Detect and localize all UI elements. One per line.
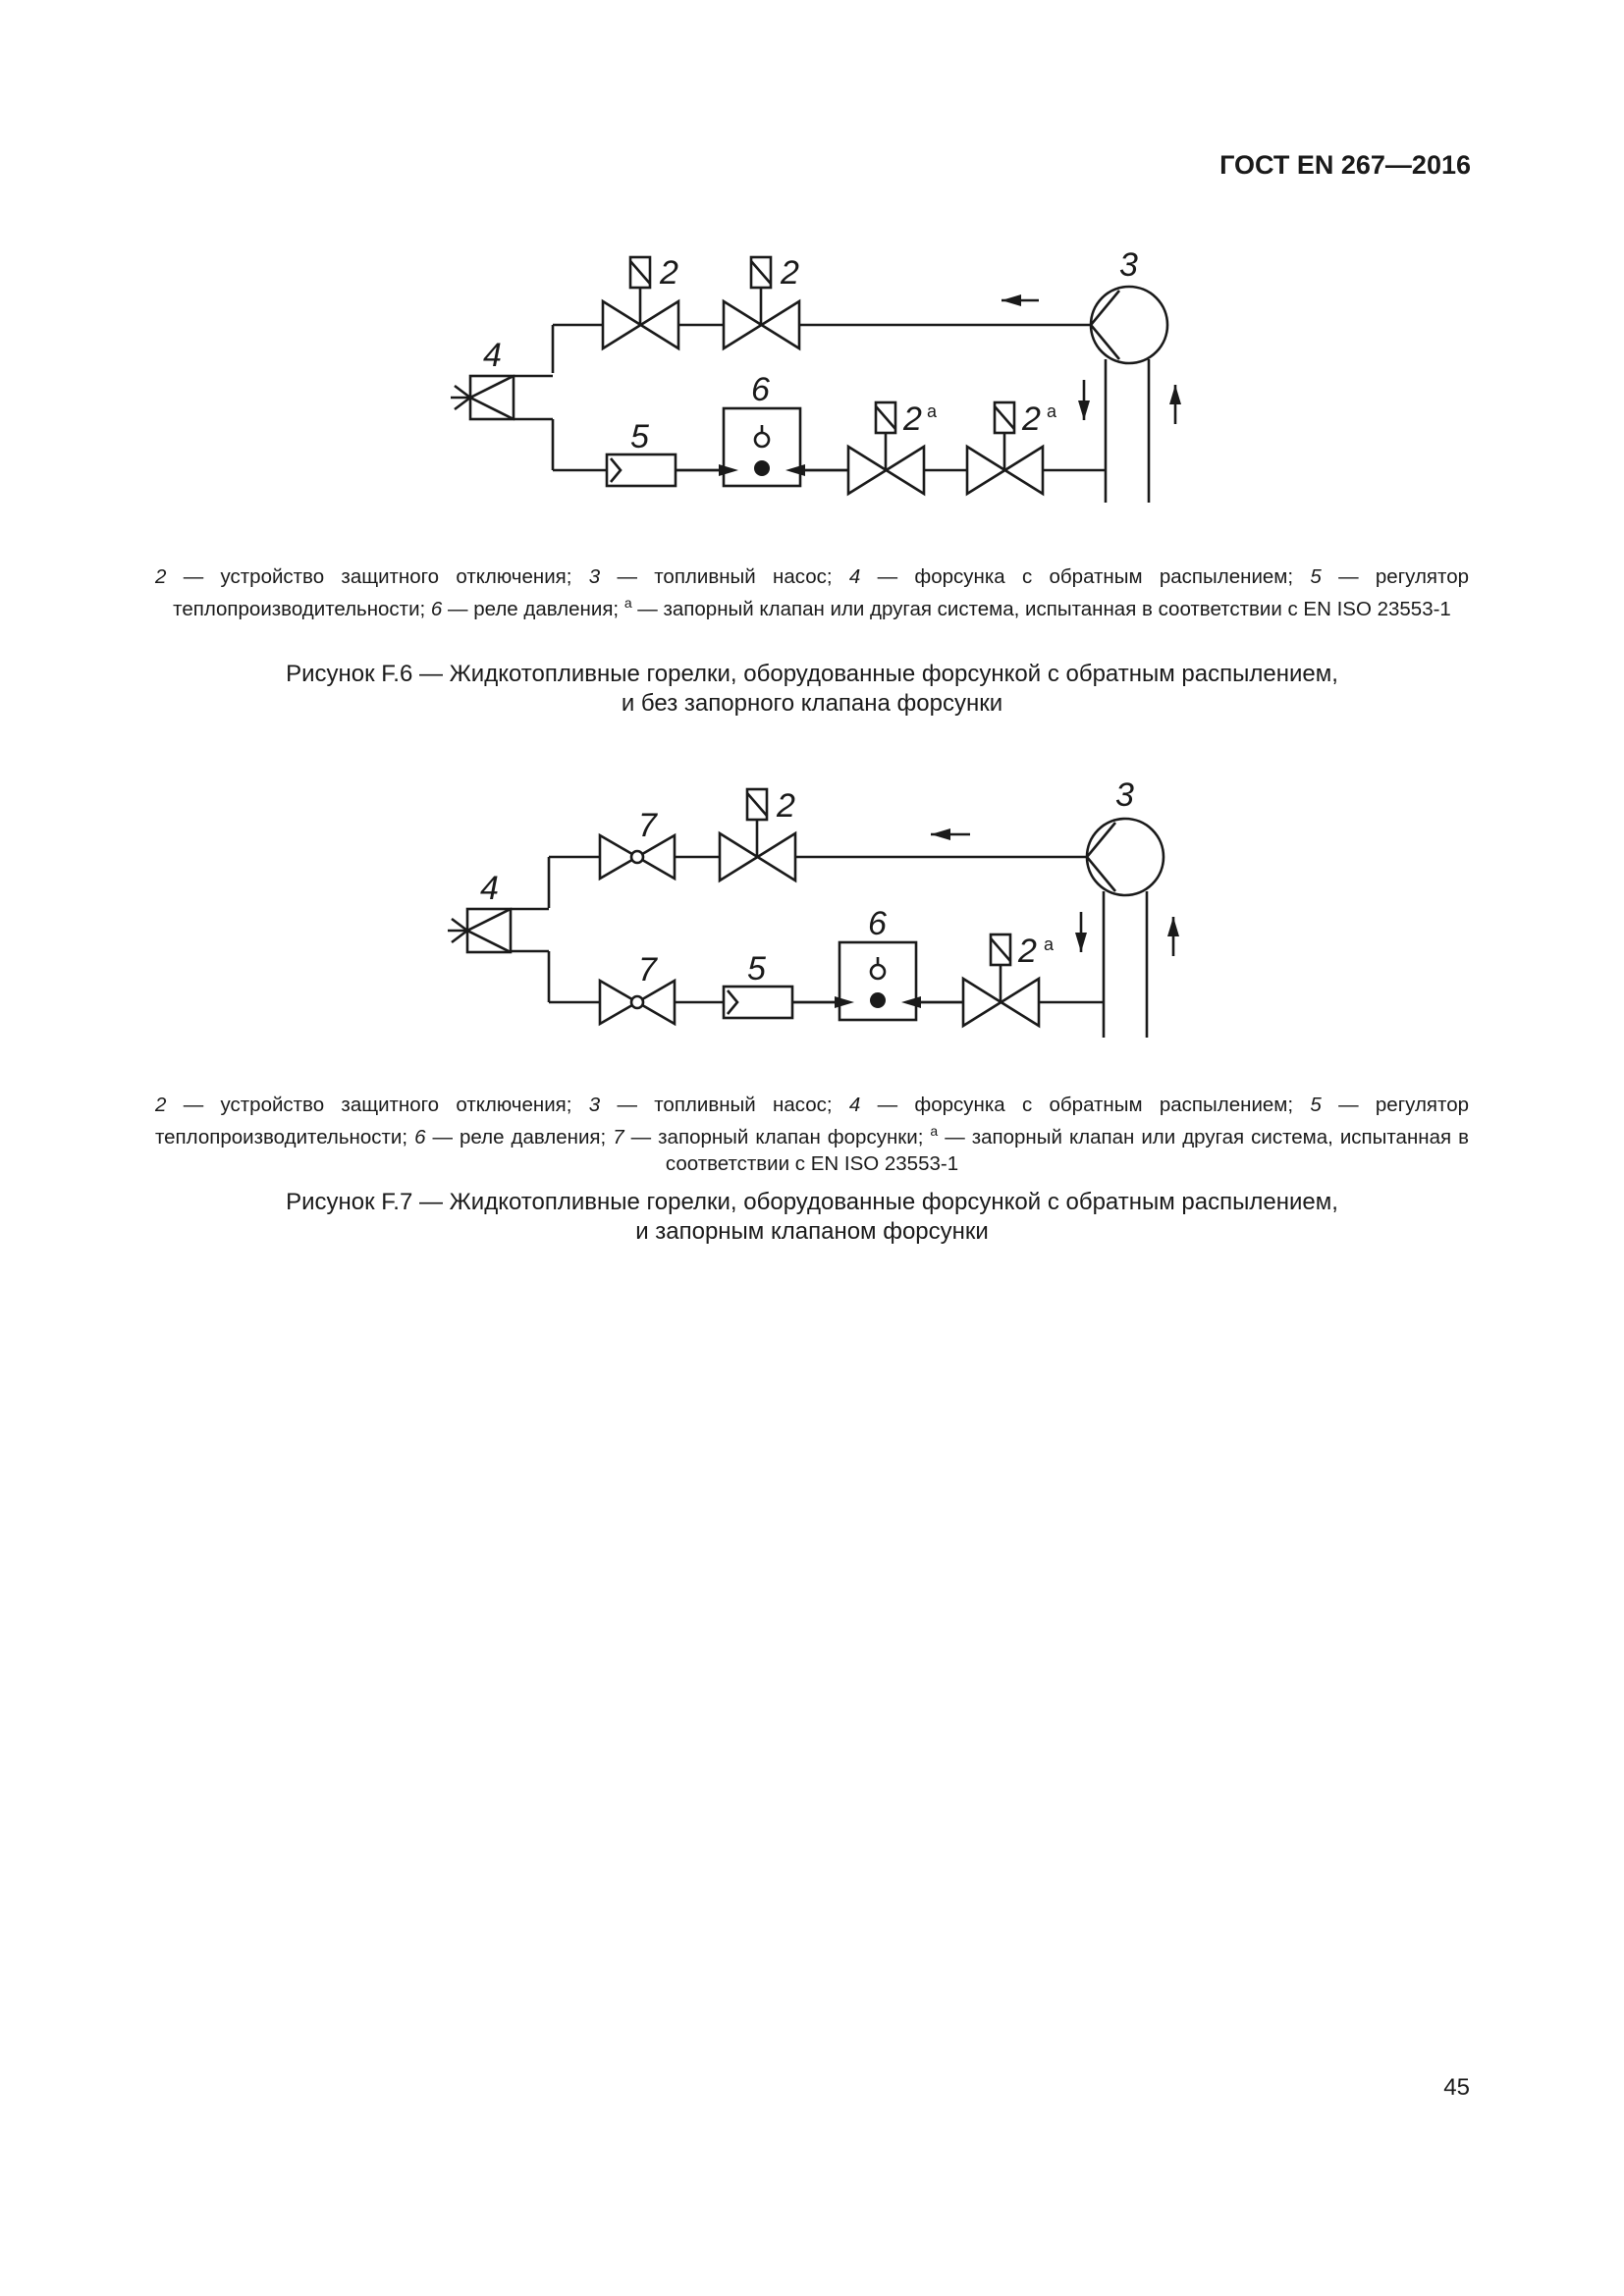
nozzle-valve-upper xyxy=(600,835,675,879)
nozzle-valve-lower xyxy=(600,981,675,1024)
note-mark-1: а xyxy=(927,401,938,421)
legend-key: а xyxy=(623,595,632,611)
flow-arrow-up xyxy=(1169,385,1181,424)
document-code: ГОСТ EN 267—2016 xyxy=(1219,150,1471,180)
flow-arrow-down xyxy=(1078,380,1090,420)
legend-key: 2 xyxy=(155,1094,167,1116)
legend-text: — запорный клапан или другая система, испытанная в соответствии с EN ISO 23553-1 xyxy=(665,1125,1469,1175)
legend-text: — форсунка с обратным распылением; xyxy=(860,1094,1311,1116)
figure-f6-legend xyxy=(155,563,1469,622)
label-safety-device-f7-2: 2 xyxy=(1018,933,1037,970)
pump-symbol xyxy=(1091,287,1167,363)
legend-text: — запорный клапан форсунки; xyxy=(623,1125,931,1148)
legend-text: — устройство защитного отключения; xyxy=(166,1094,589,1116)
legend-key: 5 xyxy=(1310,1094,1322,1116)
legend-text: — регулятор теплопроизводительности; xyxy=(155,1094,1469,1148)
label-safety-device-3: 2 xyxy=(903,400,922,438)
label-nozzle: 4 xyxy=(483,337,502,374)
page-number: 45 xyxy=(1443,2074,1470,2101)
figure-f7-caption-line1: Рисунок F.7 — Жидкотопливные горелки, оборудованные форсункой с обратным распылением, xyxy=(286,1189,1338,1215)
legend-text: — реле давления; xyxy=(442,597,624,620)
regulator-symbol-f7 xyxy=(724,987,792,1018)
legend-key: 5 xyxy=(1310,565,1322,588)
flow-arrow-down-f7 xyxy=(1075,912,1087,952)
figure-f7-caption-line2: и запорным клапаном форсунки xyxy=(635,1218,989,1245)
flow-arrow-left-f7 xyxy=(931,828,970,840)
label-safety-device-1: 2 xyxy=(660,254,678,292)
nozzle-symbol xyxy=(451,376,553,419)
label-safety-device-f7-1: 2 xyxy=(777,787,795,825)
label-pressure-relay: 6 xyxy=(751,371,770,408)
note-mark-f7: а xyxy=(1044,934,1055,954)
figure-f6-caption-line2: и без запорного клапана форсунки xyxy=(621,690,1003,717)
legend-key: 3 xyxy=(588,565,601,588)
label-safety-device-2: 2 xyxy=(781,254,799,292)
legend-text: — реле давления; xyxy=(425,1125,614,1148)
legend-key: 7 xyxy=(613,1125,624,1148)
figure-f7-legend xyxy=(155,1092,1469,1177)
flow-arrow-up-f7 xyxy=(1167,917,1179,956)
regulator-symbol xyxy=(607,454,676,486)
label-safety-device-4: 2 xyxy=(1022,400,1041,438)
label-nozzle-f7: 4 xyxy=(480,870,499,907)
figure-f7-caption xyxy=(155,1188,1469,1247)
label-regulator-f7: 5 xyxy=(747,950,766,988)
flow-arrow-left xyxy=(1001,294,1039,306)
figure-f6-caption-line1: Рисунок F.6 — Жидкотопливные горелки, оборудованные форсункой с обратным распылением, xyxy=(286,661,1338,687)
pump-symbol-f7 xyxy=(1087,819,1164,895)
legend-key: 6 xyxy=(414,1125,426,1148)
legend-text: — топливный насос; xyxy=(600,1094,849,1116)
legend-text: — устройство защитного отключения; xyxy=(166,565,589,588)
label-pump: 3 xyxy=(1119,246,1138,284)
label-pump-f7: 3 xyxy=(1115,776,1134,814)
figure-f6-caption xyxy=(155,660,1469,719)
legend-key: а xyxy=(930,1123,939,1139)
legend-key: 4 xyxy=(848,1094,861,1116)
legend-text: — топливный насос; xyxy=(600,565,849,588)
nozzle-symbol-f7 xyxy=(448,909,549,952)
legend-text: — форсунка с обратным распылением; xyxy=(860,565,1311,588)
legend-text: — запорный клапан или другая система, испытанная в соответствии с EN ISO 23553-1 xyxy=(631,597,1451,620)
pressure-relay-symbol-f7 xyxy=(792,942,964,1020)
legend-key: 3 xyxy=(588,1094,601,1116)
legend-key: 4 xyxy=(848,565,861,588)
legend-text: — регулятор теплопроизводительности; xyxy=(173,565,1469,620)
legend-key: 2 xyxy=(155,565,167,588)
label-nozzle-valve-2: 7 xyxy=(638,951,657,988)
note-mark-2: а xyxy=(1047,401,1057,421)
legend-key: 6 xyxy=(430,597,443,620)
label-nozzle-valve-1: 7 xyxy=(638,807,657,844)
label-pressure-relay-f7: 6 xyxy=(868,905,887,942)
label-regulator: 5 xyxy=(630,418,649,455)
pressure-relay-symbol xyxy=(676,408,850,486)
